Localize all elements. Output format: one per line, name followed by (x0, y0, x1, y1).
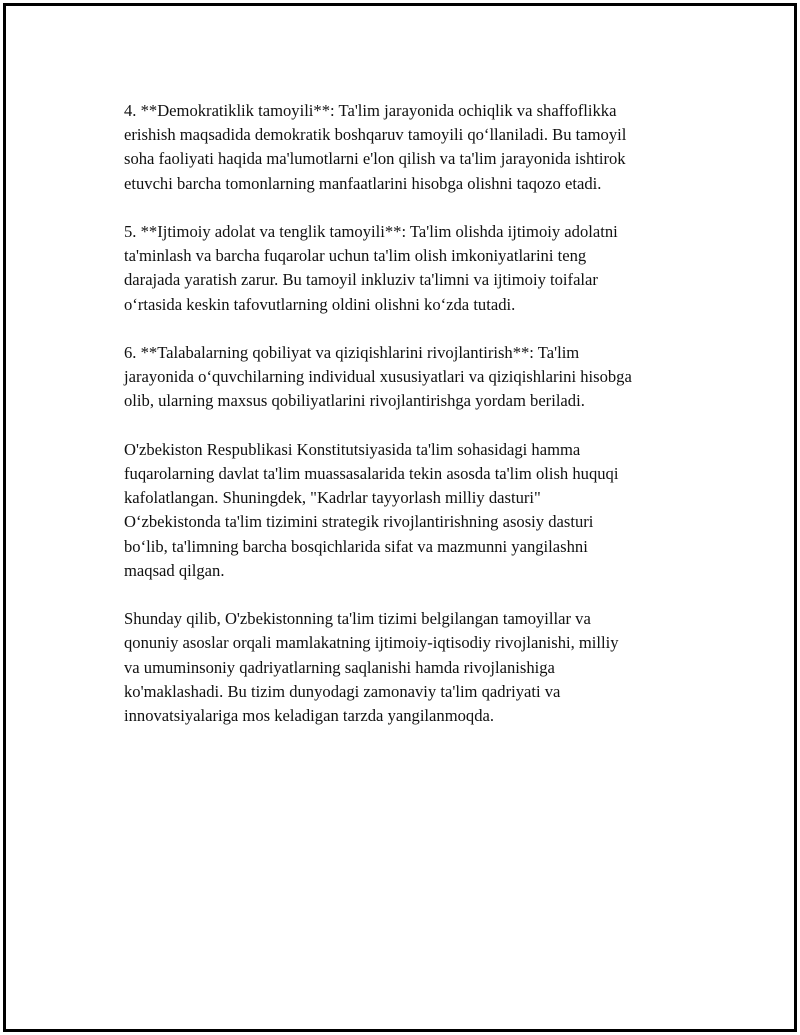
paragraph-democracy-principle: 4. **Demokratiklik tamoyili**: Ta'lim jarayonida ochiqlik va shaffoflikka erishish maqsadida demokratik boshqaruv tamoyili qo‘llaniladi. Bu tamoyil soha faoliyati haqida ma'lumotlarni e'lon qilish va ta'lim jarayonida ishtirok etuvchi barcha tomonlarning manfaatlarini hisobga olishni taqozo etadi. (124, 101, 627, 193)
paragraph-conclusion: Shunday qilib, O'zbekistonning ta'lim tizimi belgilangan tamoyillar va qonuniy asoslar orqali mamlakatning ijtimoiy-iqtisodiy rivojlanishi, milliy va umuminsoniy qadriyatlarning saqlanishi hamda rivojlanishiga ko'maklashadi. Bu tizim dunyodagi zamonaviy ta'lim qadriyati va innovatsiyalariga mos keladigan tarzda yangilanmoqda. (124, 609, 619, 726)
paragraph-student-abilities-principle: 6. **Talabalarning qobiliyat va qiziqishlarini rivojlantirish**: Ta'lim jarayonida o‘quvchilarning individual xususiyatlari va qiziqishlarini hisobga olib, ularning maxsus qobiliyatlarini rivojlantirishga yordam beriladi. (124, 343, 632, 411)
paragraph-social-justice-principle: 5. **Ijtimoiy adolat va tenglik tamoyili**: Ta'lim olishda ijtimoiy adolatni ta'minlash va barcha fuqarolar uchun ta'lim olish imkoniyatlarini teng darajada yaratish zarur. Bu tamoyil inkluziv ta'limni va ijtimoiy toifalar o‘rtasida keskin tafovutlarning oldini olishni ko‘zda tutadi. (124, 222, 618, 314)
document-body (124, 99, 694, 752)
page-border (3, 3, 797, 1032)
paragraph-constitution: O'zbekiston Respublikasi Konstitutsiyasida ta'lim sohasidagi hamma fuqarolarning davlat ta'lim muassasalarida tekin asosda ta'lim olish huquqi kafolatlangan. Shuningdek, "Kadrlar tayyorlash milliy dasturi" O‘zbekistonda ta'lim tizimini strategik rivojlantirishning asosiy dasturi bo‘lib, ta'limning barcha bosqichlarida sifat va mazmunni yangilashni maqsad qilgan. (124, 439, 619, 580)
